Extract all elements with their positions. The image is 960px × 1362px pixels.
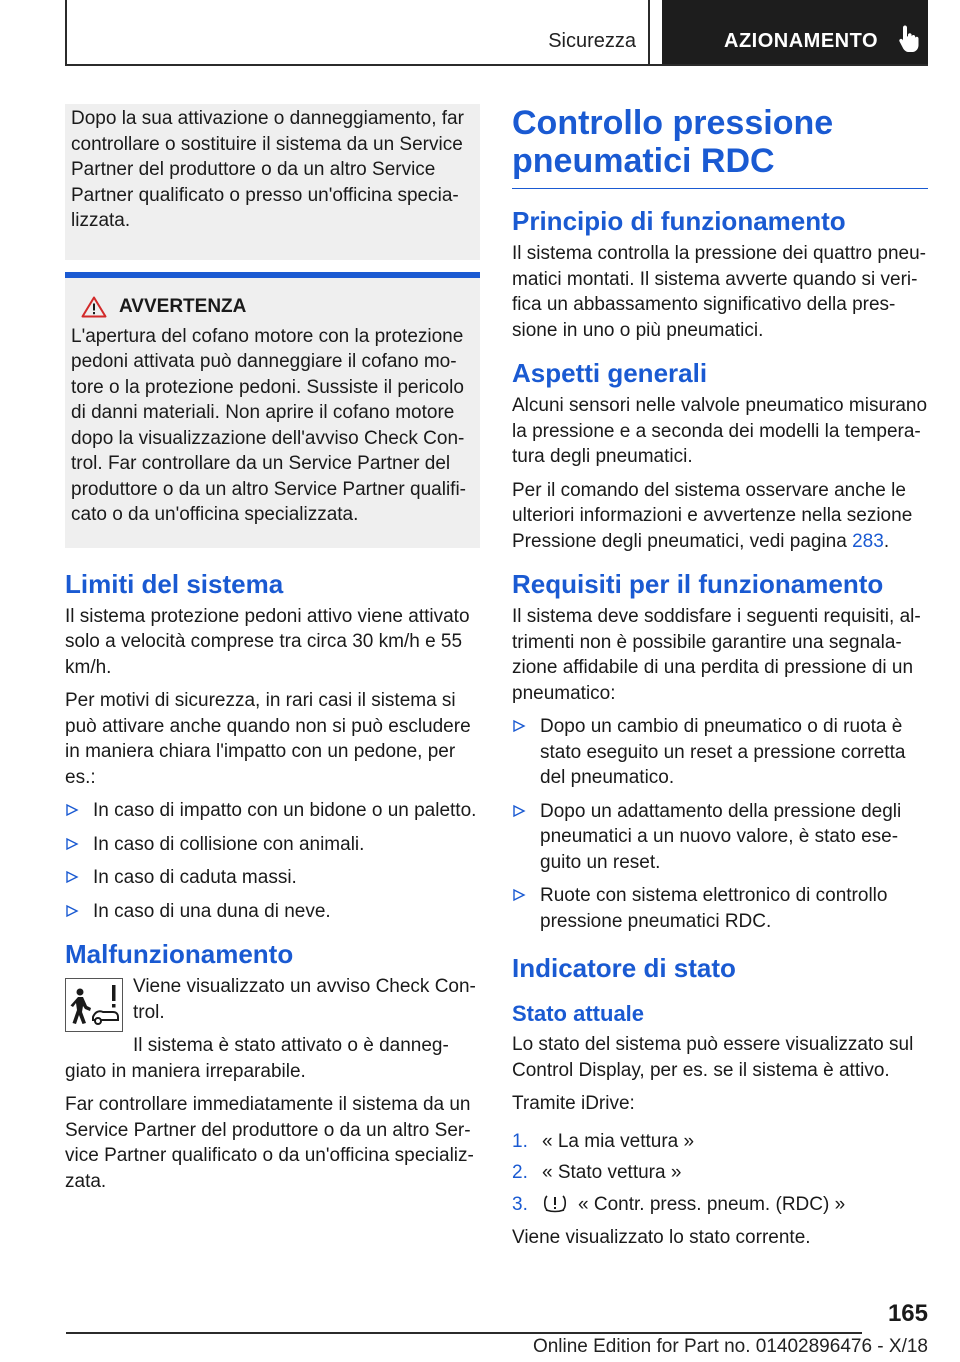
- page-number: 165: [887, 1300, 928, 1327]
- principle-heading: Principio di funzionamento: [512, 206, 846, 236]
- requirements-heading: Requisiti per il funzionamento: [512, 569, 884, 599]
- general-paragraph-2: Per il comando del sistema osservare anche le ulteriori informazioni e avvertenze nella sezione Pressione degli pneumatici, vedi pagina 283.: [512, 479, 913, 552]
- list-item: Dopo un cambio di pneumatico o di ruota è stato eseguito un reset a pressione corretta del pneumatico.: [512, 714, 928, 791]
- list-item: 1. « La mia vettura »: [512, 1130, 695, 1152]
- list-item: In caso di collisione con animali.: [65, 832, 480, 858]
- header-chapter-label: AZIONAMENTO: [724, 30, 879, 52]
- limits-paragraph-1: Il sistema protezione pedoni attivo viene attivato solo a velocità comprese tra circa 30 km/h e 55 km/h.: [65, 605, 470, 678]
- header-chapter-tab: [662, 0, 928, 64]
- malfunction-heading: Malfunzionamento: [65, 939, 294, 969]
- list-item: In caso di caduta massi.: [65, 865, 480, 891]
- triangle-bullet-icon: [65, 870, 79, 884]
- status-heading: Indicatore di stato: [512, 953, 736, 983]
- idrive-steps: [512, 1129, 928, 1218]
- warning-box: [65, 272, 480, 548]
- left-column: [65, 104, 480, 1202]
- requirements-text: Il sistema deve soddisfare i seguenti requisiti, al-trimenti non è possibile garantire una segnala-zione affidabile di una perdita di pressione di un pneumatico:: [512, 606, 921, 704]
- header-left-rule: [65, 0, 67, 66]
- general-heading: Aspetti generali: [512, 358, 708, 388]
- warning-title: [71, 296, 472, 318]
- triangle-bullet-icon: [512, 804, 526, 818]
- malfunction-paragraph-1: Viene visualizzato un avviso Check Con-trol.: [133, 976, 476, 1023]
- list-item: 2. « Stato vettura »: [512, 1162, 682, 1183]
- warning-title-text: AVVERTENZA: [119, 295, 247, 317]
- malfunction-paragraph-2: Il sistema è stato attivato o è danneg-giato in maniera irreparabile.: [65, 1035, 449, 1082]
- status-paragraph-2: Tramite iDrive:: [512, 1093, 635, 1114]
- tire-pressure-icon: [542, 1193, 568, 1213]
- list-item: 3. « Contr. press. pneum. (RDC) »: [512, 1193, 846, 1215]
- header-divider: [648, 0, 650, 66]
- header-rule: [66, 64, 928, 66]
- header-section-label: Sicurezza: [548, 30, 636, 52]
- status-paragraph-1: Lo stato del sistema può essere visualizzato sul Control Display, per es. se il sistema è attivo.: [512, 1034, 914, 1081]
- pedestrian-warning-icon: [65, 978, 123, 1032]
- status-subheading: Stato attuale: [512, 1001, 645, 1026]
- triangle-bullet-icon: [65, 837, 79, 851]
- warning-triangle-icon: [81, 296, 107, 318]
- triangle-bullet-icon: [65, 904, 79, 918]
- triangle-bullet-icon: [512, 888, 526, 902]
- general-paragraph-1: Alcuni sensori nelle valvole pneumatico misurano la pressione e a seconda dei modelli la tempera-tura degli pneumatici.: [512, 395, 928, 467]
- malfunction-paragraph-3: Far controllare immediatamente il sistema da un Service Partner del produttore o da un altro Ser-vice Partner qualificato o da un'officina specializ-zata.: [65, 1094, 474, 1192]
- requirements-list: [512, 714, 928, 934]
- list-item: Ruote con sistema elettronico di controllo pressione pneumatici RDC.: [512, 883, 928, 934]
- right-column: [512, 104, 928, 1259]
- footer-rule: [66, 1332, 862, 1334]
- title-rule: [512, 188, 928, 189]
- principle-text: Il sistema controlla la pressione dei quattro pneu-matici montati. Il sistema avverte quando si veri-fica un abbassamento significativo della pres-sione in uno o più pneumatici.: [512, 243, 927, 341]
- page-title: Controllo pressione pneumatici RDC: [512, 104, 834, 180]
- limits-list: [65, 798, 480, 924]
- pointing-hand-icon: [898, 24, 920, 52]
- triangle-bullet-icon: [512, 719, 526, 733]
- malfunction-block: [65, 974, 480, 1092]
- list-item: In caso di impatto con un bidone o un paletto.: [65, 798, 480, 824]
- list-item: In caso di una duna di neve.: [65, 899, 480, 925]
- triangle-bullet-icon: [65, 803, 79, 817]
- limits-paragraph-2: Per motivi di sicurezza, in rari casi il sistema si può attivare anche quando non si può escludere in maniera chiara l'impatto con un pedone, per es.:: [65, 690, 471, 788]
- status-paragraph-3: Viene visualizzato lo stato corrente.: [512, 1227, 811, 1248]
- limits-heading: Limiti del sistema: [65, 568, 284, 599]
- note-text: Dopo la sua attivazione o danneggiamento, far controllare o sostituire il sistema da un Service Partner del produttore o da un altro Service Partner qualificato o presso un'officina specia-lizzata.: [71, 108, 464, 231]
- note-box: [65, 104, 480, 260]
- warning-text: L'apertura del cofano motore con la protezione pedoni attivata può danneggiare il cofano mo-tore o la protezione pedoni. Sussiste il pericolo di danni materiali. Non aprire il cofano motore dopo la visualizzazione dell'avviso Check Con-trol. Far controllare da un Service Partner del produttore o da un altro Service Partner qualifi-cato o da un'officina specializzata.: [71, 325, 466, 525]
- page-reference-link[interactable]: 283: [852, 530, 884, 552]
- edition-note: Online Edition for Part no. 01402896476 - X/18: [532, 1336, 928, 1357]
- list-item: Dopo un adattamento della pressione degli pneumatici a un nuovo valore, è stato ese-guito un reset.: [512, 799, 928, 876]
